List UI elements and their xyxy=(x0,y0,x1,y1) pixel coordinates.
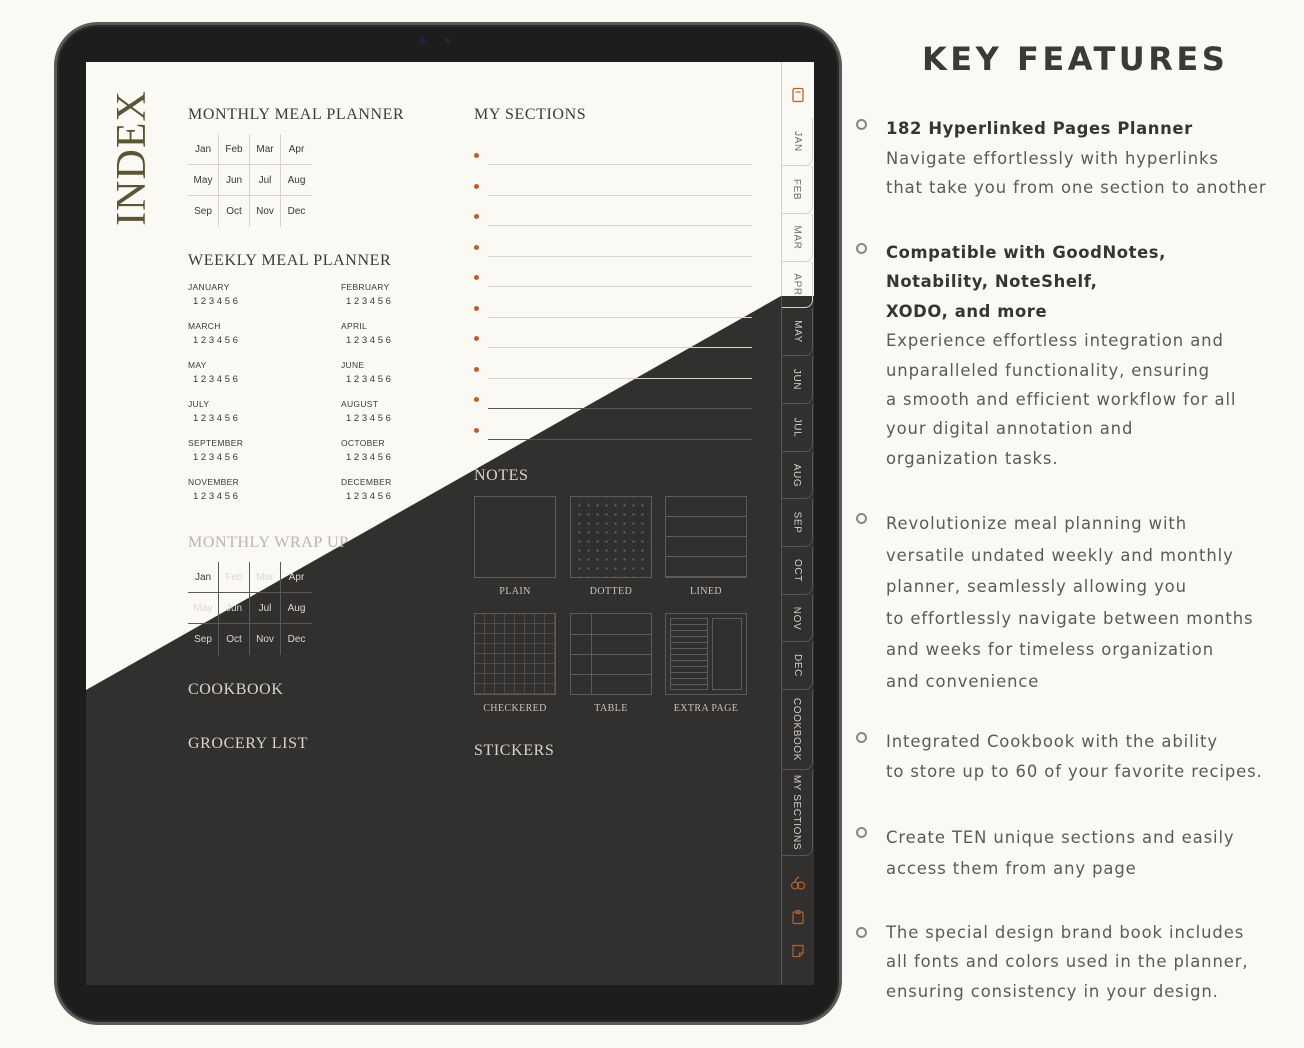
tab-aug[interactable]: AUG xyxy=(782,452,813,499)
weekly-month-october[interactable]: OCTOBER 1 2 3 4 5 6 xyxy=(341,438,391,463)
note-template-label: DOTTED xyxy=(589,586,633,597)
section-slot-6[interactable] xyxy=(474,300,752,318)
wrap-up-link-aug[interactable]: Aug xyxy=(281,593,312,624)
section-slot-3[interactable] xyxy=(474,208,752,226)
bullet-dot xyxy=(474,306,479,311)
section-slot-1[interactable] xyxy=(474,147,752,165)
section-slot-7[interactable] xyxy=(474,330,752,348)
tab-apr[interactable]: APR xyxy=(782,262,813,308)
wrap-up-link-jan[interactable]: Jan xyxy=(188,562,219,593)
weekly-month-february[interactable]: FEBRUARY 1 2 3 4 5 6 xyxy=(341,282,391,307)
tab-jan[interactable]: JAN xyxy=(782,118,813,166)
month-link-jul[interactable]: Jul xyxy=(250,165,281,196)
month-link-feb[interactable]: Feb xyxy=(219,134,250,165)
feature-item-4: Integrated Cookbook with the ability to store up to 60 of your favorite recipes. xyxy=(856,727,1296,787)
weekly-month-august[interactable]: AUGUST 1 2 3 4 5 6 xyxy=(341,399,391,424)
notes-title: NOTES xyxy=(474,467,529,484)
tab-feb[interactable]: FEB xyxy=(782,166,813,214)
note-template-table[interactable] xyxy=(570,613,652,695)
note-template-label: EXTRA PAGE xyxy=(673,703,739,714)
tab-jul[interactable]: JUL xyxy=(782,404,813,452)
feature-item-6: The special design brand book includes all fonts and colors used in the planner, ensuring consistency in your design. xyxy=(856,918,1296,1006)
bullet-icon xyxy=(856,513,867,524)
bullet-icon xyxy=(856,732,867,743)
bullet-icon xyxy=(856,243,867,254)
weekly-meal-planner-title[interactable]: WEEKLY MEAL PLANNER xyxy=(188,252,392,269)
wrap-up-link-apr[interactable]: Apr xyxy=(281,562,312,593)
wrap-up-link-oct[interactable]: Oct xyxy=(219,624,250,655)
note-template-plain[interactable] xyxy=(474,496,556,578)
weekly-month-january[interactable]: JANUARY 1 2 3 4 5 6 xyxy=(188,282,238,307)
weekly-month-may[interactable]: MAY 1 2 3 4 5 6 xyxy=(188,360,238,385)
bullet-dot xyxy=(474,336,479,341)
month-link-aug[interactable]: Aug xyxy=(281,165,312,196)
wrap-up-link-jul[interactable]: Jul xyxy=(250,593,281,624)
bullet-dot xyxy=(474,428,479,433)
monthly-meal-planner-title[interactable]: MONTHLY MEAL PLANNER xyxy=(188,106,405,123)
month-link-nov[interactable]: Nov xyxy=(250,196,281,227)
cookbook-link[interactable]: COOKBOOK xyxy=(188,681,284,698)
tab-oct[interactable]: OCT xyxy=(782,547,813,595)
month-link-may[interactable]: May xyxy=(188,165,219,196)
section-slot-8[interactable] xyxy=(474,361,752,379)
month-link-apr[interactable]: Apr xyxy=(281,134,312,165)
bullet-dot xyxy=(474,245,479,250)
key-features-title: KEY FEATURES xyxy=(922,40,1229,78)
my-sections-title[interactable]: MY SECTIONS xyxy=(474,106,587,123)
grocery-list-link[interactable]: GROCERY LIST xyxy=(188,735,308,752)
note-template-dotted[interactable] xyxy=(570,496,652,578)
camera-sensor xyxy=(445,38,450,43)
note-template-label: LINED xyxy=(690,586,722,597)
feature-item-2: Compatible with GoodNotes, Notability, NoteShelf, XODO, and more Experience effortless integration and unparalleled functionality, ensuring a smooth and efficient workflow for all your digital annotation and organization tasks. xyxy=(856,238,1296,473)
tab-dec[interactable]: DEC xyxy=(782,642,813,690)
note-template-extra-page[interactable] xyxy=(665,613,747,695)
camera-lens xyxy=(419,37,426,44)
note-template-label: TABLE xyxy=(594,703,628,714)
bullet-icon xyxy=(856,827,867,838)
wrap-up-link-jun[interactable]: Jun xyxy=(219,593,250,624)
tab-jun[interactable]: JUN xyxy=(782,356,813,404)
weekly-month-june[interactable]: JUNE 1 2 3 4 5 6 xyxy=(341,360,391,385)
month-link-mar[interactable]: Mar xyxy=(250,134,281,165)
weekly-month-september[interactable]: SEPTEMBER 1 2 3 4 5 6 xyxy=(188,438,244,463)
wrap-up-link-feb[interactable]: Feb xyxy=(219,562,250,593)
bullet-dot xyxy=(474,367,479,372)
bullet-dot xyxy=(474,397,479,402)
wrap-up-link-mar[interactable]: Mar xyxy=(250,562,281,593)
monthly-wrap-up-title[interactable]: MONTHLY WRAP UP xyxy=(188,534,349,551)
tab-nov[interactable]: NOV xyxy=(782,595,813,642)
feature-item-1: 182 Hyperlinked Pages Planner Navigate effortlessly with hyperlinks that take you from one section to another xyxy=(856,114,1296,203)
bullet-dot xyxy=(474,153,479,158)
wrap-up-link-sep[interactable]: Sep xyxy=(188,624,219,655)
weekly-month-march[interactable]: MARCH 1 2 3 4 5 6 xyxy=(188,321,238,346)
bullet-icon xyxy=(856,119,867,130)
bullet-dot xyxy=(474,184,479,189)
section-slot-9[interactable] xyxy=(474,391,752,409)
notebook-icon[interactable] xyxy=(789,86,807,104)
clipboard-icon[interactable] xyxy=(789,908,807,926)
section-slot-10[interactable] xyxy=(474,422,752,440)
wrap-up-link-dec[interactable]: Dec xyxy=(287,634,306,645)
section-slot-2[interactable] xyxy=(474,178,752,196)
stickers-link[interactable]: STICKERS xyxy=(474,742,555,759)
tab-my-sections[interactable]: MY SECTIONS xyxy=(782,770,813,856)
feature-item-5: Create TEN unique sections and easily access them from any page xyxy=(856,822,1296,884)
bullet-dot xyxy=(474,275,479,280)
fruit-icon[interactable] xyxy=(789,874,807,892)
month-link-oct[interactable]: Oct xyxy=(219,196,250,227)
month-link-sep[interactable]: Sep xyxy=(188,196,219,227)
note-template-checkered[interactable] xyxy=(474,613,556,695)
bullet-dot xyxy=(474,214,479,219)
tab-may[interactable]: MAY xyxy=(782,308,813,356)
note-template-lined[interactable] xyxy=(665,496,747,578)
weekly-month-december[interactable]: DECEMBER 1 2 3 4 5 6 xyxy=(341,477,392,502)
tab-sep[interactable]: SEP xyxy=(782,499,813,547)
monthly-wrap-up-grid xyxy=(188,562,312,655)
tab-mar[interactable]: MAR xyxy=(782,214,813,262)
monthly-meal-planner-grid xyxy=(188,134,312,227)
weekly-month-november[interactable]: NOVEMBER 1 2 3 4 5 6 xyxy=(188,477,240,502)
section-slot-4[interactable] xyxy=(474,239,752,257)
planner-screen xyxy=(86,62,814,985)
wrap-up-link-may[interactable]: May xyxy=(188,593,219,624)
section-slot-5[interactable] xyxy=(474,269,752,287)
feature-item-3: Revolutionize meal planning with versatile undated weekly and monthly planner, seamlessly allowing you to effortlessly navigate between months and weeks for timeless organization and convenience xyxy=(856,508,1296,698)
month-link-jun[interactable]: Jun xyxy=(219,165,250,196)
note-template-label: PLAIN xyxy=(499,586,531,597)
weekly-month-april[interactable]: APRIL 1 2 3 4 5 6 xyxy=(341,321,391,346)
month-link-dec[interactable]: Dec xyxy=(287,206,306,217)
tab-cookbook[interactable]: COOKBOOK xyxy=(782,690,813,770)
wrap-up-link-nov[interactable]: Nov xyxy=(250,624,281,655)
weekly-month-july[interactable]: JULY 1 2 3 4 5 6 xyxy=(188,399,238,424)
note-icon[interactable] xyxy=(789,942,807,960)
bullet-icon xyxy=(856,927,867,938)
month-link-jan[interactable]: Jan xyxy=(188,134,219,165)
note-template-label: CHECKERED xyxy=(483,703,547,714)
index-title: INDEX xyxy=(109,90,156,226)
